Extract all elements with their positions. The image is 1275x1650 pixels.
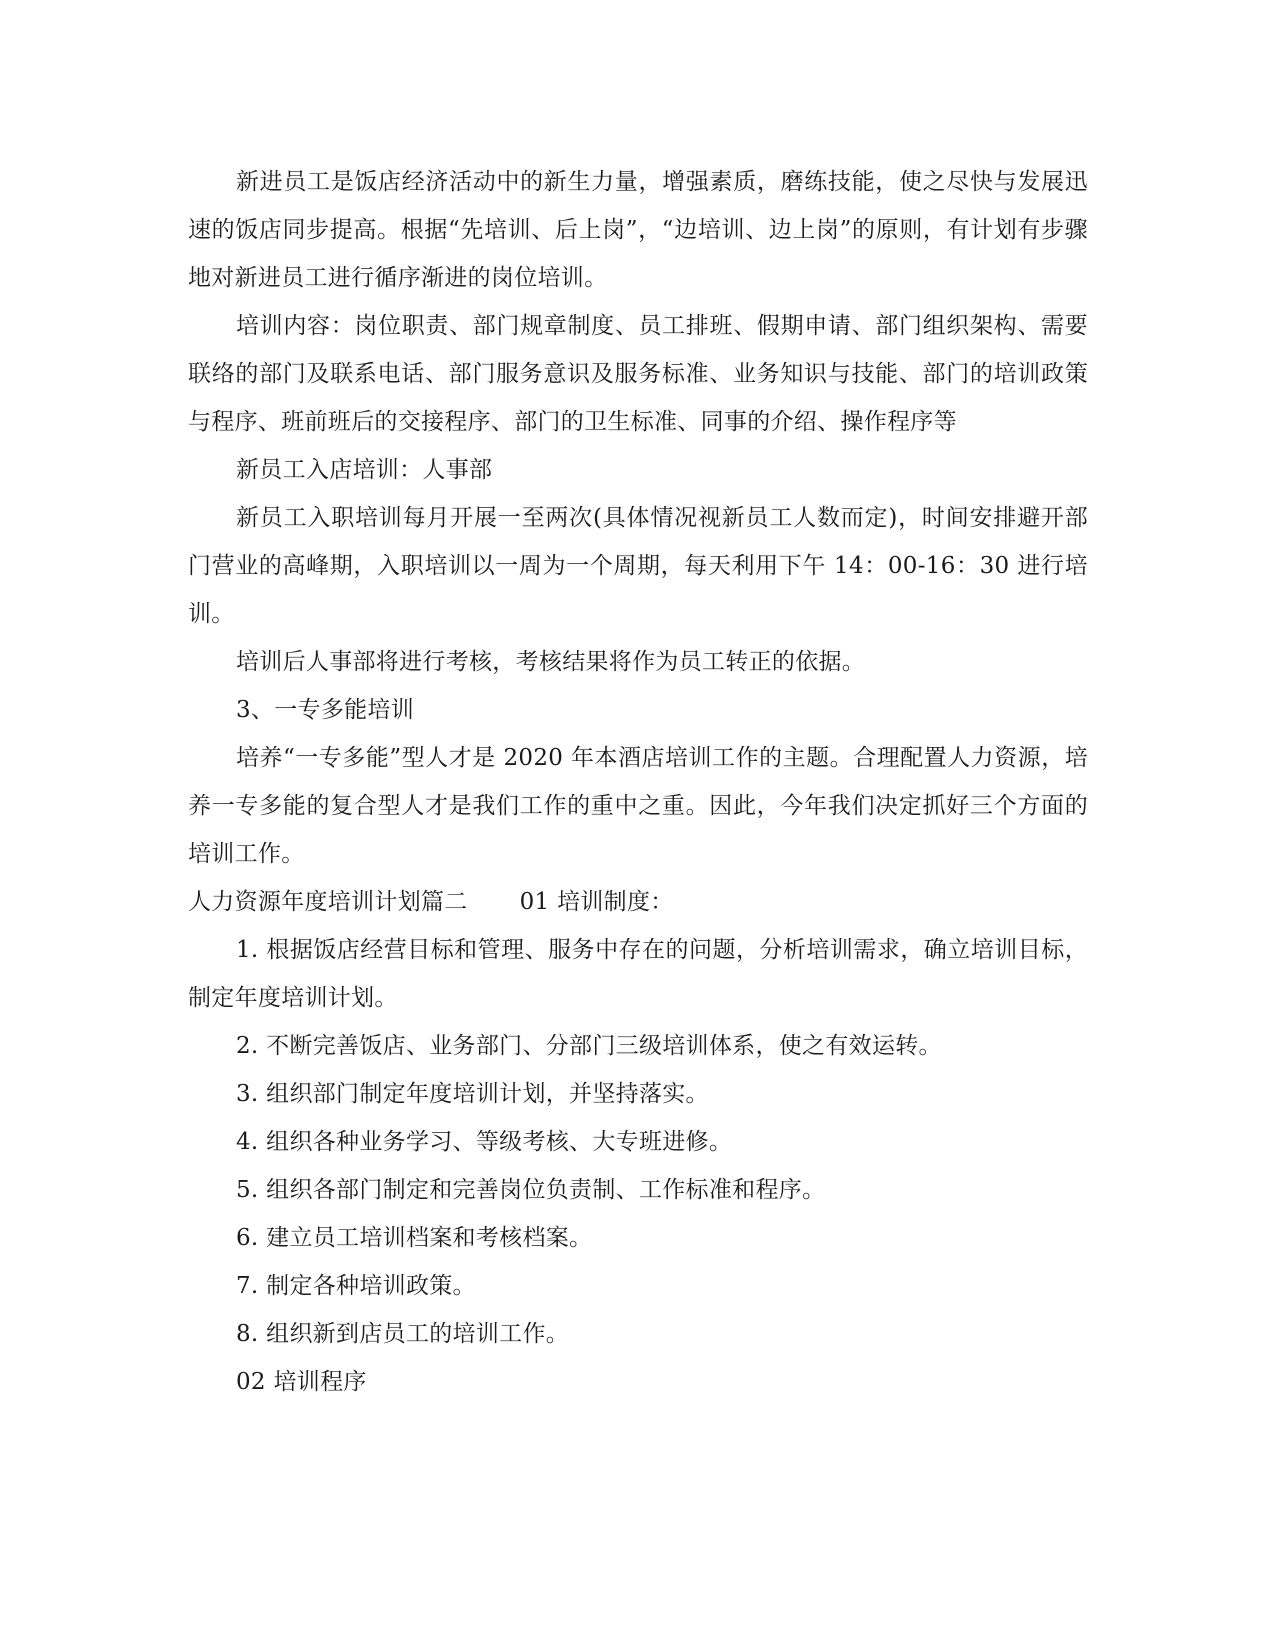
section-subtitle: 01 培训制度： (519, 889, 674, 915)
paragraph-multi-skill-heading: 3、一专多能培训 (236, 697, 415, 723)
section-title: 人力资源年度培训计划篇二 (188, 889, 468, 915)
paragraph-training-content: 培训内容：岗位职责、部门规章制度、员工排班、假期申请、部门组织架构、需要联络的部门及联系电话、部门服务意识及服务标准、业务知识与技能、部门的培训政策与程序、班前班后的交接程序、部门的卫生标准、同事的介绍、操作程序等 (188, 313, 1088, 435)
paragraph-training-procedure: 02 培训程序 (236, 1369, 367, 1395)
list-item: 3. 组织部门制定年度培训计划，并坚持落实。 (236, 1081, 709, 1107)
list-item: 2. 不断完善饭店、业务部门、分部门三级培训体系，使之有效运转。 (236, 1033, 942, 1059)
list-item: 6. 建立员工培训档案和考核档案。 (236, 1225, 593, 1251)
paragraph-multi-skill: 培养“一专多能”型人才是 2020 年本酒店培训工作的主题。合理配置人力资源，培养一专多能的复合型人才是我们工作的重中之重。因此，今年我们决定抓好三个方面的培训工作。 (188, 745, 1088, 867)
list-item: 5. 组织各部门制定和完善岗位负责制、工作标准和程序。 (236, 1177, 826, 1203)
list-item: 8. 组织新到店员工的培训工作。 (236, 1321, 570, 1347)
list-item: 7. 制定各种培训政策。 (236, 1273, 476, 1299)
paragraph-onboarding-schedule: 新员工入职培训每月开展一至两次(具体情况视新员工人数而定)，时间安排避开部门营业的高峰期，入职培训以一周为一个周期，每天利用下午 14：00-16：30 进行培训。 (188, 505, 1088, 627)
document-body (188, 158, 1088, 1406)
paragraph-hr-training: 新员工入店培训：人事部 (236, 457, 493, 483)
section-heading (188, 878, 1088, 926)
list-item: 1. 根据饭店经营目标和管理、服务中存在的问题，分析培训需求，确立培训目标，制定年度培训计划。 (188, 937, 1088, 1011)
list-item: 4. 组织各种业务学习、等级考核、大专班进修。 (236, 1129, 733, 1155)
paragraph-new-staff-intro: 新进员工是饭店经济活动中的新生力量，增强素质，磨练技能，使之尽快与发展迅速的饭店同步提高。根据“先培训、后上岗”，“边培训、边上岗”的原则，有计划有步骤地对新进员工进行循序渐进的岗位培训。 (188, 169, 1088, 291)
paragraph-assessment: 培训后人事部将进行考核，考核结果将作为员工转正的依据。 (236, 649, 866, 675)
